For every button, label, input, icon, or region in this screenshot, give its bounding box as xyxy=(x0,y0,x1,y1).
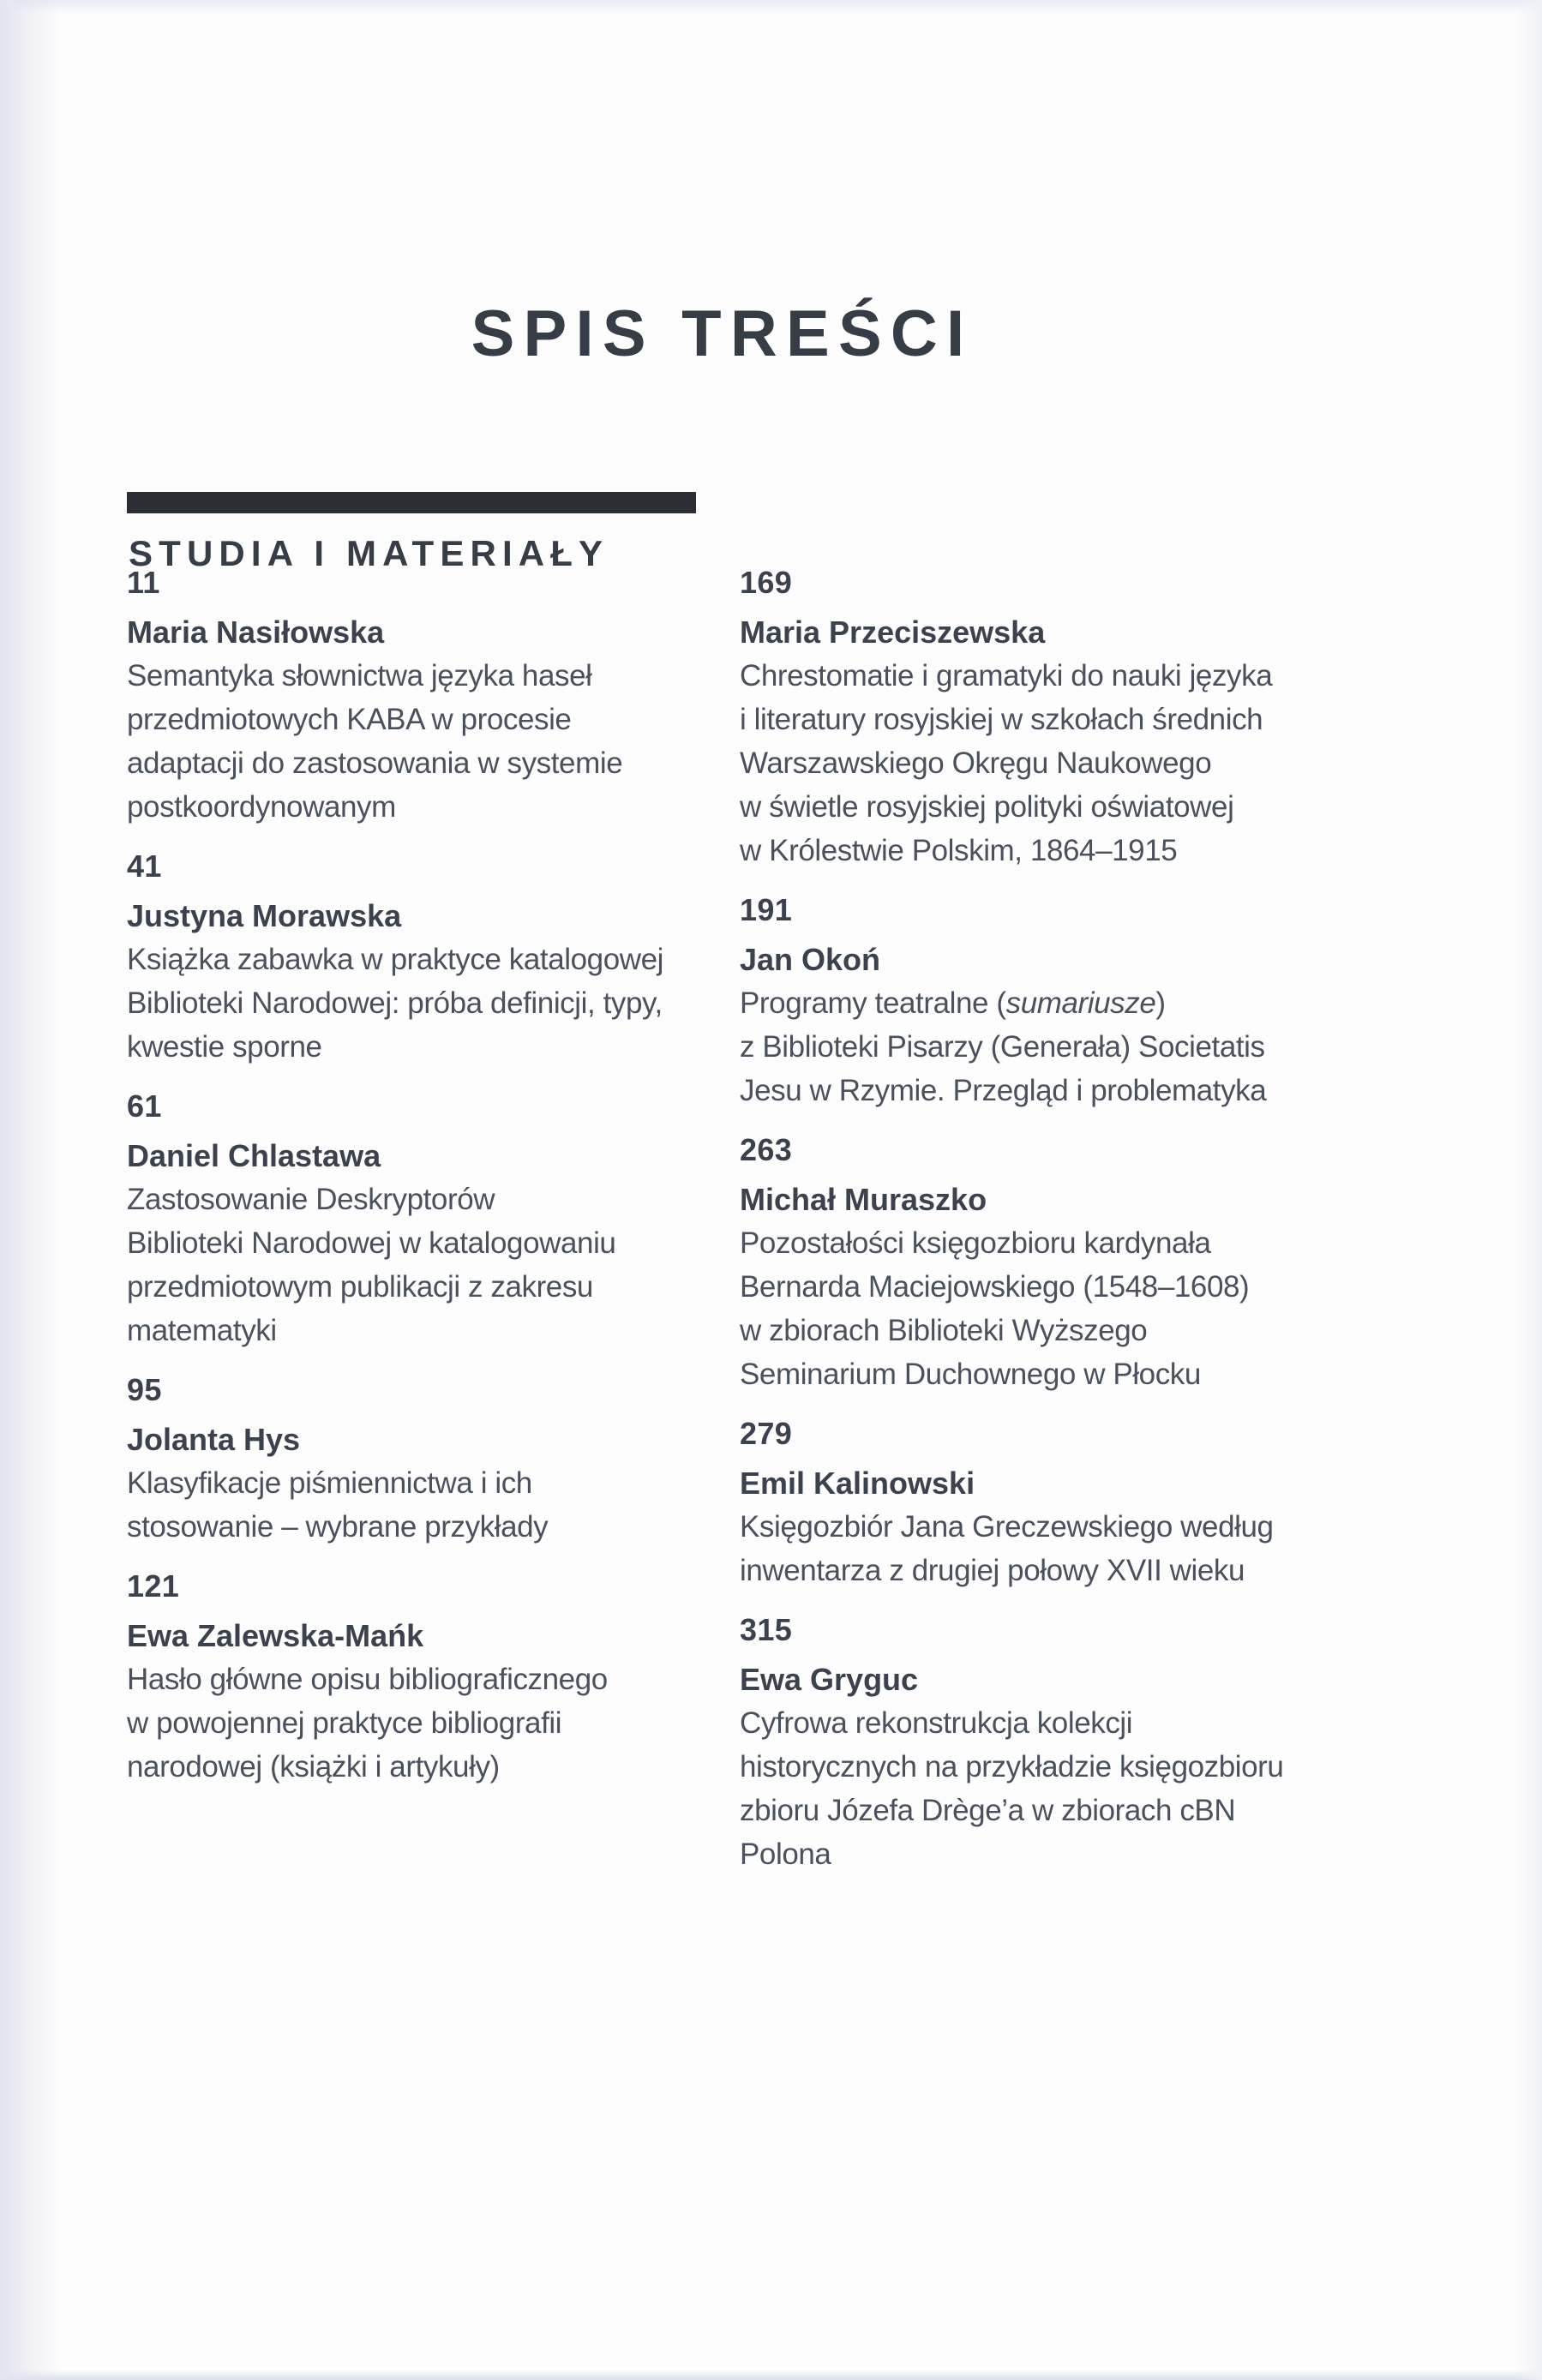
entry-title-line: narodowej (książki i artykuły) xyxy=(127,1750,500,1784)
entry-title-line: z Biblioteki Pisarzy (Generała) Societatis xyxy=(740,1030,1265,1064)
entry-title-italic-segment: sumariusze xyxy=(1005,986,1156,1020)
entry-title-line: Zastosowanie Deskryptorów xyxy=(127,1183,495,1216)
entry-author: Daniel Chlastawa xyxy=(127,1138,381,1173)
entry-title-line: postkoordynowanym xyxy=(127,790,396,824)
entry-title-line: Biblioteki Narodowej: próba definicji, typy, xyxy=(127,986,663,1020)
entry-title xyxy=(127,1658,740,1789)
entry-title-line: Bernarda Maciejowskiego (1548–1608) xyxy=(740,1270,1250,1304)
entry-title-line: Pozostałości księgozbioru kardynała xyxy=(740,1226,1211,1260)
entry-title xyxy=(740,981,1508,1112)
entry-page-number: 169 xyxy=(740,565,793,600)
entry-title-line: przedmiotowych KABA w procesie xyxy=(127,703,572,736)
toc-entry xyxy=(740,888,1508,1112)
entry-title xyxy=(740,1701,1508,1876)
entry-title-line: stosowanie – wybrane przykłady xyxy=(127,1510,549,1544)
entry-title-line: Jesu w Rzymie. Przegląd i problematyka xyxy=(740,1074,1267,1107)
section-divider-rule xyxy=(127,492,696,513)
toc-entry xyxy=(127,1368,740,1549)
entry-title xyxy=(740,654,1508,872)
entry-page-number: 279 xyxy=(740,1416,793,1451)
entry-title-line: Księgozbiór Jana Greczewskiego według xyxy=(740,1510,1274,1544)
entry-title-line: Polona xyxy=(740,1837,831,1871)
section-heading: STUDIA I MATERIAŁY xyxy=(129,533,609,573)
entry-title-line: w Królestwie Polskim, 1864–1915 xyxy=(740,834,1178,867)
entry-title-line: Książka zabawka w praktyce katalogowej xyxy=(127,943,664,976)
entry-title-line: i literatury rosyjskiej w szkołach średnich xyxy=(740,703,1263,736)
entry-title xyxy=(740,1505,1508,1592)
entry-page-number: 11 xyxy=(127,565,160,600)
toc-entry xyxy=(127,1084,740,1352)
entry-page-number: 121 xyxy=(127,1568,180,1604)
entry-author: Michał Muraszko xyxy=(740,1182,987,1217)
entry-author: Justyna Morawska xyxy=(127,898,402,933)
entry-title xyxy=(127,938,740,1069)
entry-author: Jolanta Hys xyxy=(127,1422,301,1457)
entry-title-line: Chrestomatie i gramatyki do nauki języka xyxy=(740,659,1273,692)
entry-title xyxy=(127,1178,740,1352)
entry-page-number: 191 xyxy=(740,892,793,927)
entry-page-number: 95 xyxy=(127,1372,162,1407)
entry-page-number: 41 xyxy=(127,848,162,884)
entry-title-segment: ) xyxy=(1155,986,1166,1020)
entry-title xyxy=(740,1221,1508,1396)
entry-title-line: Semantyka słownictwa języka haseł xyxy=(127,659,592,692)
entry-title-line: Warszawskiego Okręgu Naukowego xyxy=(740,746,1212,780)
entry-author: Ewa Gryguc xyxy=(740,1662,919,1697)
entry-author: Emil Kalinowski xyxy=(740,1466,975,1501)
toc-entry xyxy=(740,1608,1508,1876)
entry-title-line: Klasyfikacje piśmiennictwa i ich xyxy=(127,1466,532,1500)
toc-entry xyxy=(740,1128,1508,1396)
toc-entry xyxy=(127,1564,740,1789)
entry-title-line: w zbiorach Biblioteki Wyższego xyxy=(740,1314,1148,1347)
entry-title-line: w świetle rosyjskiej polityki oświatowej xyxy=(740,790,1234,824)
entry-title-line: historycznych na przykładzie księgozbioru xyxy=(740,1750,1284,1784)
toc-column-right xyxy=(740,561,1508,1876)
toc-entry xyxy=(127,561,740,829)
page-title: SPIS TREŚCI xyxy=(471,297,974,370)
entry-title-line xyxy=(740,981,1508,1025)
entry-author: Maria Przeciszewska xyxy=(740,614,1046,650)
toc-entry xyxy=(740,561,1508,872)
entry-title-line: przedmiotowym publikacji z zakresu xyxy=(127,1270,593,1304)
entry-page-number: 61 xyxy=(127,1088,162,1124)
entry-title-line: kwestie sporne xyxy=(127,1030,322,1064)
entry-title-line: Hasło główne opisu bibliograficznego xyxy=(127,1663,608,1696)
entry-author: Maria Nasiłowska xyxy=(127,614,385,650)
entry-page-number: 263 xyxy=(740,1132,793,1167)
entry-title-line: w powojennej praktyce bibliografii xyxy=(127,1706,562,1740)
toc-column-left xyxy=(127,561,740,1789)
entry-title-segment: Programy teatralne ( xyxy=(740,986,1006,1020)
entry-title-line: Biblioteki Narodowej w katalogowaniu xyxy=(127,1226,616,1260)
entry-title-line: zbioru Józefa Drège’a w zbiorach cBN xyxy=(740,1794,1236,1827)
toc-columns xyxy=(127,561,1508,1876)
entry-title-line: adaptacji do zastosowania w systemie xyxy=(127,746,623,780)
entry-author: Jan Okoń xyxy=(740,942,881,977)
toc-entry xyxy=(740,1412,1508,1592)
entry-title-line: Cyfrowa rekonstrukcja kolekcji xyxy=(740,1706,1133,1740)
entry-author: Ewa Zalewska-Mańk xyxy=(127,1618,424,1653)
entry-title xyxy=(127,1461,740,1549)
entry-title xyxy=(127,654,740,829)
entry-title-line: Seminarium Duchownego w Płocku xyxy=(740,1358,1201,1391)
entry-page-number: 315 xyxy=(740,1612,793,1647)
entry-title-line: inwentarza z drugiej połowy XVII wieku xyxy=(740,1554,1245,1587)
toc-entry xyxy=(127,844,740,1069)
entry-title-line: matematyki xyxy=(127,1314,277,1347)
